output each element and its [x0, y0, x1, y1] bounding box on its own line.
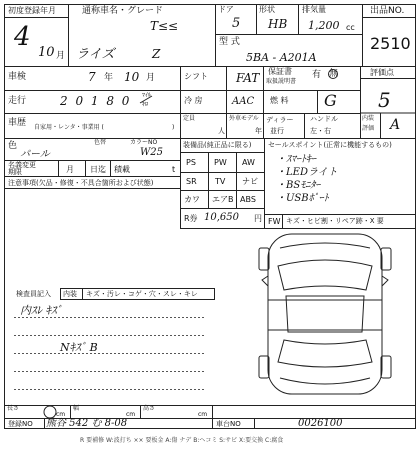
- dealer-label: ディラー: [266, 116, 294, 124]
- exhibit-no-value: 2510: [370, 34, 411, 53]
- shaken-year: 7: [88, 70, 96, 84]
- grade: Z: [152, 47, 161, 61]
- import-model-label: 外車モデル: [229, 115, 259, 122]
- inspector-scratch-tags: キズ・汚レ・コゲ・穴・スレ・キレ: [86, 290, 198, 298]
- selling-points-label: セールスポイント(正常に機能するもの): [268, 141, 392, 149]
- car-name: ライズ: [76, 47, 115, 62]
- equip-label: 装備品(純正品に限る): [183, 141, 252, 149]
- chassis-value: 0026100: [298, 418, 343, 429]
- mileage-unit-km: ｷﾛ: [142, 101, 149, 108]
- inspector-note-1: 内ｽﾚ ｷｽﾞ: [20, 304, 62, 317]
- inspector-label: 検査員記入: [16, 290, 51, 298]
- history-label: 車歴: [8, 118, 27, 128]
- color-value: パール: [20, 149, 50, 160]
- reg-no-value: 熊谷 542 む 8-08: [46, 418, 128, 429]
- first-reg-label: 初度登録年月: [8, 6, 56, 15]
- length-label: 長さ: [7, 405, 20, 412]
- model-value: 5BA - A201A: [246, 51, 317, 64]
- equip-tv: TV: [215, 177, 226, 186]
- height-unit: cm: [198, 411, 208, 418]
- first-reg-month: 10: [38, 45, 55, 60]
- history-close: ): [172, 124, 175, 131]
- reg-no-label: 登録NO: [8, 420, 33, 428]
- shape-label: 形状: [259, 5, 275, 14]
- chassis-label: 車台NO: [216, 420, 241, 428]
- dealer-sub: 並行: [270, 127, 284, 135]
- owner-change-deadline-label: 期限: [8, 168, 22, 176]
- shaken-month-unit: 月: [146, 73, 156, 83]
- capacity-label: 定員: [183, 115, 196, 122]
- first-reg-year: 4: [14, 22, 31, 52]
- equip-airbag: エアB: [212, 195, 234, 204]
- height-label: 高さ: [143, 405, 156, 412]
- doors-value: 5: [232, 16, 241, 31]
- inspector-interior-tag: 内装: [63, 290, 77, 298]
- width-unit: cm: [126, 411, 136, 418]
- exhibit-no-label: 出品NO.: [370, 6, 405, 16]
- month-unit: 月: [56, 51, 66, 61]
- equip-ps: PS: [186, 158, 196, 167]
- notice-label: 注意事項(欠品・修復・不具合箇所および状態): [8, 179, 154, 187]
- selling-point-4: ・USBﾎﾟｰﾄ: [276, 193, 329, 204]
- ac-value: AAC: [232, 96, 255, 107]
- loading-label: 積載: [114, 165, 130, 174]
- history-types: 自家用・レンタ・事業用 (: [34, 124, 104, 131]
- cc-label: cc: [346, 23, 355, 32]
- car-name-label: 通称車名・グレード: [82, 6, 164, 16]
- selling-point-3: ・BSﾓﾆﾀｰ: [276, 180, 321, 191]
- colorno-label: カラーNO: [130, 139, 158, 146]
- colorno-value: W25: [140, 147, 164, 158]
- equip-navi: ナビ: [242, 177, 258, 186]
- equip-pw: PW: [214, 158, 227, 167]
- model-label: 型 式: [219, 37, 240, 47]
- rkan-value: 10,650: [204, 212, 239, 223]
- equip-sr: SR: [186, 177, 197, 186]
- warranty-label: 保証書: [268, 67, 292, 76]
- selling-point-2: ・LEDライト: [276, 167, 338, 178]
- doors-label: ドア: [218, 5, 234, 14]
- shift-label: シフト: [184, 72, 208, 81]
- equip-aw: AW: [242, 158, 255, 167]
- capacity-unit: 人: [218, 127, 225, 135]
- shift-value: FAT: [236, 71, 260, 85]
- displacement-value: 1,200: [308, 19, 340, 32]
- width-label: 幅: [73, 405, 80, 412]
- rkan-label: R券: [184, 214, 198, 223]
- fuel-value: G: [324, 91, 337, 110]
- grade-extra: T≤≤: [150, 19, 179, 33]
- loading-unit: t: [172, 165, 176, 174]
- tone-label: 色替: [94, 139, 107, 146]
- warranty-ari: 有: [312, 70, 322, 80]
- rkan-unit: 円: [254, 214, 262, 223]
- handle-label: ハンドル: [310, 115, 338, 123]
- interior-value: A: [390, 117, 401, 133]
- warranty-sub: 取扱説明書: [266, 78, 297, 85]
- fuel-label: 燃 料: [270, 96, 289, 105]
- shaken-year-unit: 年: [104, 73, 114, 83]
- mileage-label: 走行: [8, 96, 27, 106]
- ac-label: 冷 房: [184, 96, 203, 105]
- rating-label: 評価点: [370, 68, 394, 77]
- color-label: 色: [8, 141, 18, 151]
- repair-notes-label: キズ・ヒビ割・リペア跡・X 要: [286, 217, 384, 225]
- rating-value: 5: [378, 88, 391, 112]
- mileage-unit-mile: ﾏｲﾙ: [142, 92, 152, 99]
- interior-label: 内装: [362, 115, 375, 122]
- equip-abs: ABS: [240, 195, 256, 204]
- mileage-digits: 2 0 1 8 0: [60, 94, 132, 108]
- displacement-label: 排気量: [302, 5, 326, 14]
- shaken-month: 10: [124, 70, 140, 84]
- length-unit: cm: [56, 411, 66, 418]
- handle-value: 左・右: [310, 127, 331, 135]
- shape-value: HB: [268, 17, 288, 31]
- owner-change-label: 名義変更: [8, 161, 36, 169]
- fw-label: FW: [268, 217, 281, 226]
- equip-leather: カワ: [184, 195, 200, 204]
- selling-point-1: ・ｽﾏｰﾄｷｰ: [276, 154, 316, 165]
- interior-sub: 評価: [362, 125, 375, 132]
- import-model-unit: 年: [255, 127, 262, 135]
- inspector-note-2: Nｷｽﾞ B: [60, 341, 98, 354]
- damage-legend: R 要補修 W:波打ち ×× 要板金 A:傷 ナデ B:ヘコミ S:サビ X:要交換 C:腐食: [80, 437, 284, 444]
- owner-change-month: 月: [66, 165, 74, 174]
- warranty-nashi: 無: [329, 69, 339, 79]
- shaken-label: 車検: [8, 72, 27, 82]
- owner-change-day: 日迄: [90, 165, 106, 174]
